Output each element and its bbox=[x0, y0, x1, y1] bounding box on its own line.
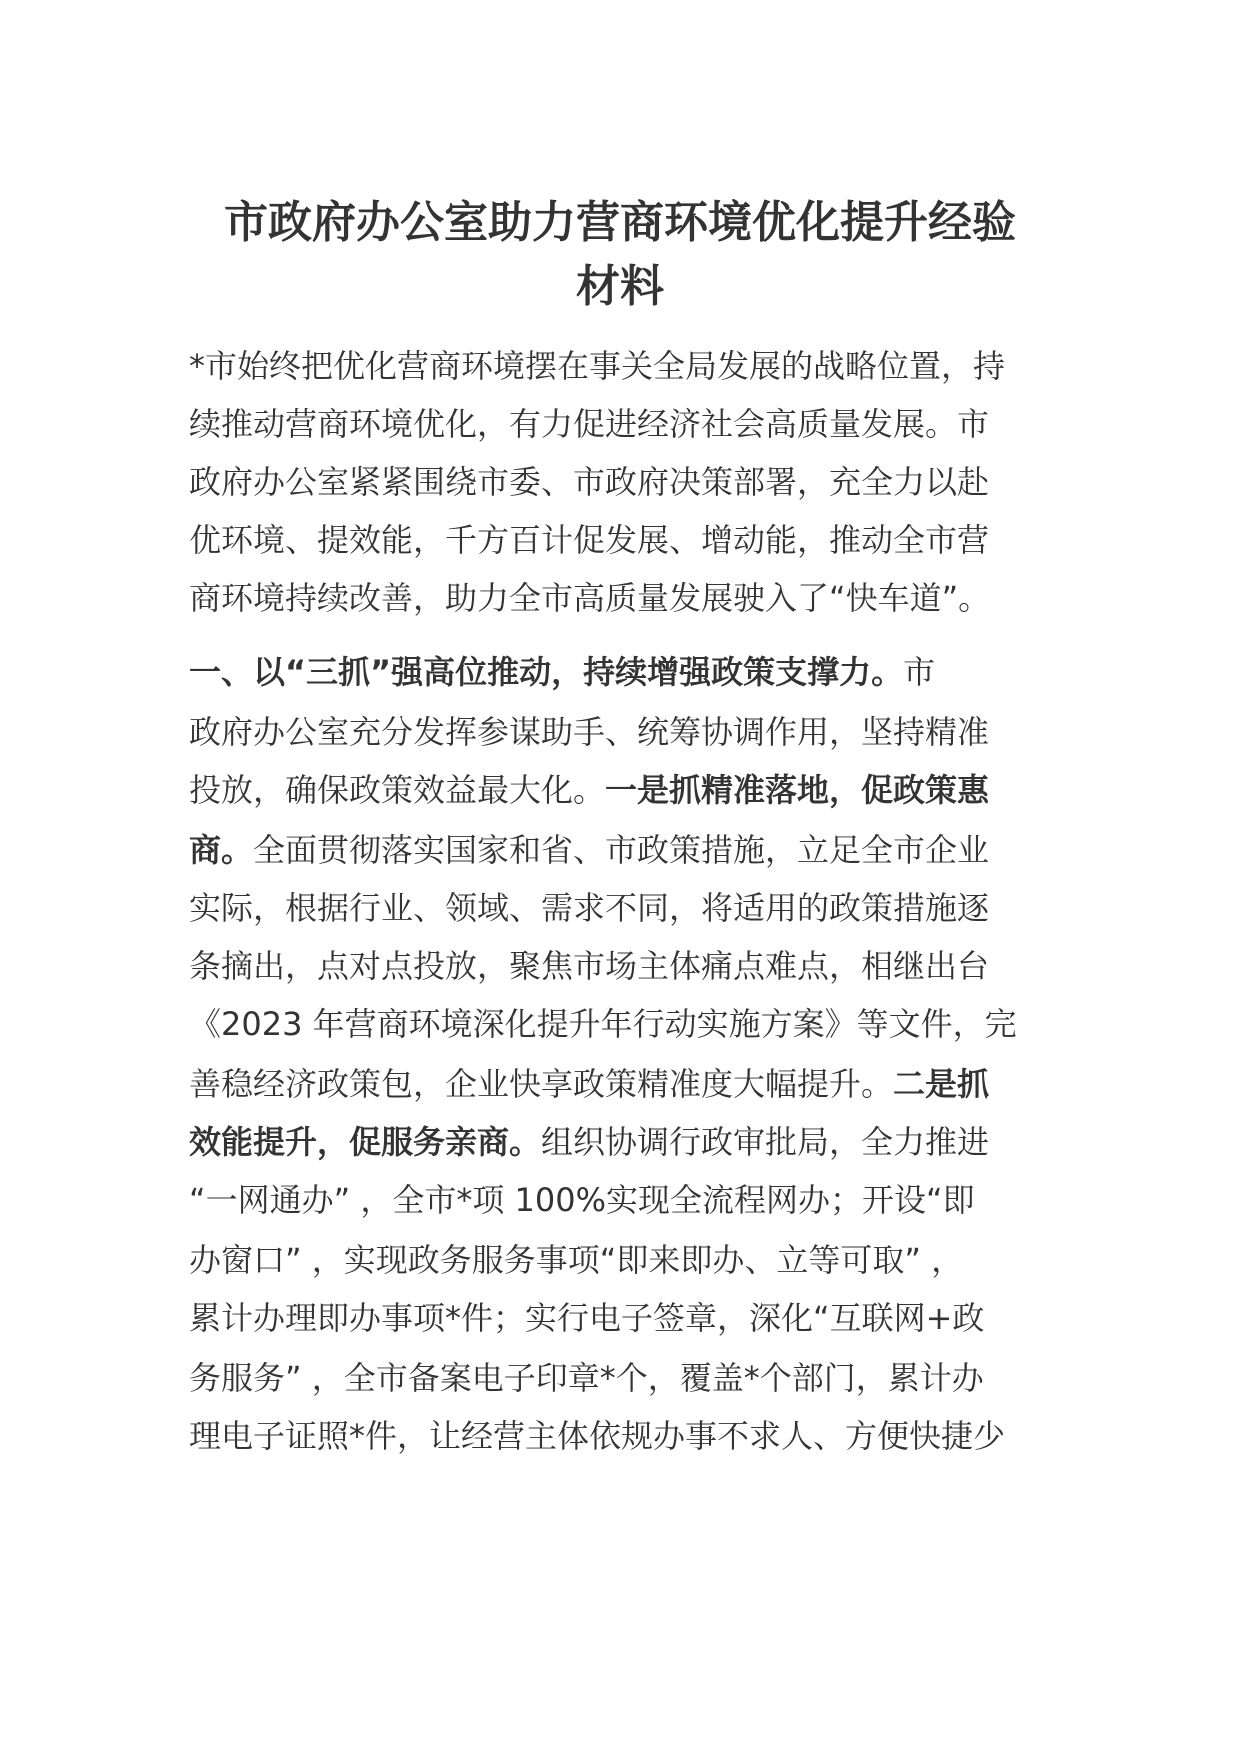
body-line bbox=[189, 1416, 1005, 1456]
body-line bbox=[189, 578, 990, 618]
text-segment: 商环境持续改善，助力全市高质量发展驶入了“快车道”。 bbox=[189, 579, 991, 617]
text-segment: 优环境、提效能，千方百计促发展、增动能，推动全市营 bbox=[189, 521, 990, 559]
body-line bbox=[189, 1240, 963, 1280]
bold-text-segment: 效能提升，促服务亲商。 bbox=[189, 1123, 542, 1161]
text-segment: 条摘出，点对点投放，聚焦市场主体痛点难点，相继出台 bbox=[189, 947, 990, 985]
document-title-line-1: 市政府办公室助力营商环境优化提升经验 bbox=[224, 197, 1016, 248]
text-segment: 续推动营商环境优化，有力促进经济社会高质量发展。市 bbox=[189, 405, 990, 443]
text-segment: 政府办公室充分发挥参谋助手、统筹协调作用，坚持精准 bbox=[189, 713, 990, 751]
text-segment: 理电子证照*件，让经营主体依规办事不求人、方便快捷少 bbox=[189, 1417, 1006, 1455]
bold-text-segment: 二是抓 bbox=[893, 1065, 990, 1103]
body-line bbox=[189, 1180, 975, 1220]
text-segment: 实际，根据行业、领域、需求不同，将适用的政策措施逐 bbox=[189, 889, 990, 927]
text-segment: 全面贯彻落实国家和省、市政策措施，立足全市企业 bbox=[253, 831, 990, 869]
body-line bbox=[189, 1298, 984, 1338]
body-line bbox=[189, 404, 989, 444]
text-segment: 累计办理即办事项*件；实行电子签章，深化“互联网+政 bbox=[189, 1299, 985, 1337]
body-line bbox=[189, 888, 989, 928]
body-line bbox=[189, 1358, 984, 1398]
body-line bbox=[189, 520, 989, 560]
text-segment: 投放，确保政策效益最大化。 bbox=[189, 771, 606, 809]
text-segment: “一网通办” ，全市*项 100%实现全流程网办；开设“即 bbox=[189, 1181, 975, 1219]
body-line bbox=[189, 652, 935, 692]
text-segment: 《2023 年营商环境深化提升年行动实施方案》等文件，完 bbox=[189, 1005, 1017, 1043]
text-segment: 组织协调行政审批局，全力推进 bbox=[541, 1123, 990, 1161]
body-line bbox=[189, 946, 989, 986]
document-title-line-2: 材料 bbox=[576, 261, 664, 312]
body-line bbox=[189, 830, 989, 870]
body-line bbox=[189, 712, 989, 752]
bold-text-segment: 一、以“三抓”强高位推动，持续增强政策支撑力。 bbox=[189, 653, 904, 691]
body-line bbox=[189, 346, 1005, 386]
body-line bbox=[189, 1122, 989, 1162]
text-segment: 务服务” ，全市备案电子印章*个，覆盖*个部门，累计办 bbox=[189, 1359, 984, 1397]
text-segment: 善稳经济政策包，企业快享政策精准度大幅提升。 bbox=[189, 1065, 894, 1103]
text-segment: 市 bbox=[903, 653, 936, 691]
body-line bbox=[189, 462, 989, 502]
text-segment: 政府办公室紧紧围绕市委、市政府决策部署，充全力以赴 bbox=[189, 463, 990, 501]
text-segment: 办窗口” ，实现政务服务事项“即来即办、立等可取” ， bbox=[189, 1241, 964, 1279]
text-segment: *市始终把优化营商环境摆在事关全局发展的战略位置，持 bbox=[189, 347, 1006, 385]
bold-text-segment: 一是抓精准落地，促政策惠 bbox=[605, 771, 990, 809]
body-line bbox=[189, 770, 989, 810]
body-line bbox=[189, 1064, 989, 1104]
bold-text-segment: 商。 bbox=[189, 831, 254, 869]
body-line bbox=[189, 1004, 1017, 1044]
